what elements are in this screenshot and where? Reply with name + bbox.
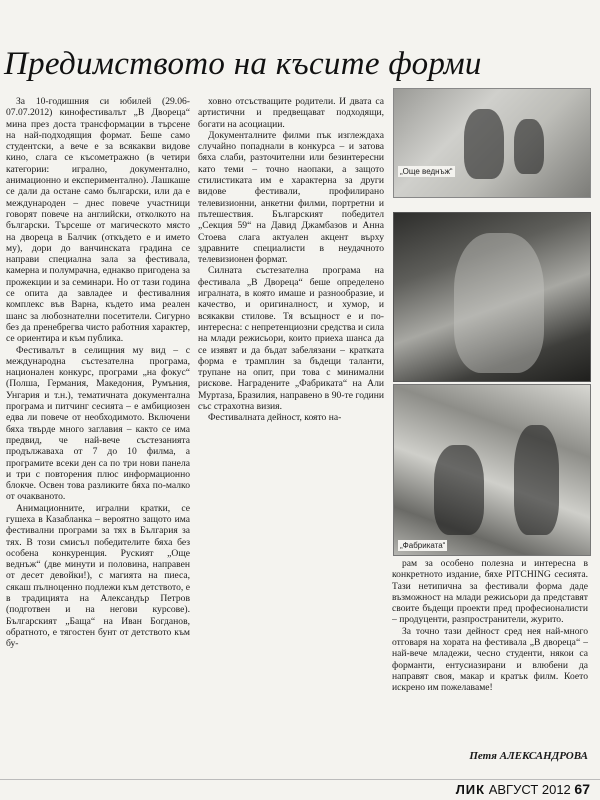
paragraph: Фестивалната дейност, която на- [208, 412, 342, 424]
article-title: Предимството на късите форми [4, 46, 482, 82]
paragraph: рам за особено полезна и интересна в конкретното издание, бяхе PITCHING сесията. Тази нетипична за фестивали форма даде възможност на млади режисьори да представят своите бъдещи проекти пред професионалисти – продуценти, разпространители, журито. [392, 558, 588, 626]
page-footer [0, 779, 600, 800]
magazine-name: ЛИК [455, 782, 486, 797]
photo-caption: „Още веднъж“ [400, 167, 453, 176]
page-number: 67 [574, 781, 590, 797]
paragraph: За 10-годишния си юбилей (29.06-07.07.2012) кинофестивалът „В Двореца“ мина през доста трансформации в търсене на най-подходящия формат. Беше само студентски, а вече е за всякакви видове кино, слага се късометражно (в четири категории: игрално, документално, анимационно и експериментално). Лашкаше се дали да остане само български, или да е международен – днес повече участници говорят повече на английски, отколкото на български. Търсеше от магическото място на двореца в Балчик (откъдето е и името му), дори до ванчинската градина се направи специална зала за фестивала, камерна и полумрачна, еднакво пригодена за прожекции и за семинари. Но от тази година се опита да завладее и фестивалния комплекс във Варна, където има реален шанс за любознателни посетители. Сигурно без да пренебрегва чисто работния характер, се ориентира и към публика. [6, 96, 190, 345]
article-author: Петя АЛЕКСАНДРОВА [469, 750, 588, 762]
text-column-2 [198, 96, 384, 776]
paragraph: ховно отсъстващите родители. И двата са артистични и предвещават подходящи, богати на асоциации. [198, 96, 384, 130]
photo-caption: „Фабриката“ [400, 541, 446, 550]
photo-still-portrait [393, 212, 591, 382]
text-column-1 [6, 96, 190, 768]
photo-still-once-again [393, 88, 591, 198]
paragraph: За точно тази дейност сред нея най-много отговаря на хората на фестивала „В двореца“ – най-вече младежи, чесно студенти, някои са форманти, ентусиазирани и влюбени да направят своя, макар и кратък филм. Което искрено им пожелаваме! [392, 625, 588, 694]
paragraph: Анимационните, игрални кратки, се гушеха в Казабланка – вероятно защото има фестивални програми за тях в България за тях. В този смисъл победителите бяха без особена конкуренция. Руският „Още веднъж“ (две минути и половина, направен от десет девойки!), с магията на пиеса, сякаш пълноценно подлежи към детството, е в традицията на Александър Петров (подготвен и на негови курсове). Българският „Баща“ на Иван Богданов, обратното, е тягостен бунт от детството към бу- [6, 502, 190, 650]
issue-date: АВГУСТ 2012 [488, 782, 571, 797]
paragraph: Фестивалът в селищния му вид – с международна състезателна програма, национален конкурс, програми „на фокус“ (Полша, Германия, Македония, Румъния, Унгария и т.н.), тематичната документална програма и питчинг сесията – е амбициозен едва ли повече от необходимото. Включени бяха твърде много заглавия – както се има предвид, че най-вече състезанията продължаваха от 7 до 10 филма, а програмите всеки ден са по три нови панела и три с повторения плюс информационно блокче. Освен това разликите бяха по-малко от очакваното. [6, 344, 190, 503]
footer-info [456, 781, 590, 797]
paragraph: Документалните филми пък изглеждаха случайно попаднали в конкурса – и затова бяха слаби, разточителни или безинтересни като теми – точно наопаки, а защото стилистиката им е характерна за други видове фестивали, профилирано телевизионни, анкетни филми, портретни и пътешествия. Българският победител „Секция 59“ на Давид Джамбазов и Анна Стоева слага актуален акцент върху здравните специалисти в неудачното телевизионен формат. [198, 129, 384, 266]
paragraph: Силната състезателна програма на фестивала „В Двореца“ беше определено игралната, в която имаше и разнообразие, и качество, и оригиналност, и хумор, и всякакви стилове. Тя всъщност е и по-интересна: с непретенциозни средства и сила на млади режисьори, които приеха шанса да се изявят и да бъдат забелязани – кратката форма е трамплин за бъдещи таланти, трупане на опит, при това с минимални рискове. Наградените „Фабриката“ на Али Муртаза, Бразилия, направено в 90-те години със страхотна визия. [198, 265, 384, 413]
text-column-3 [392, 558, 588, 740]
photo-still-factory [393, 384, 591, 556]
